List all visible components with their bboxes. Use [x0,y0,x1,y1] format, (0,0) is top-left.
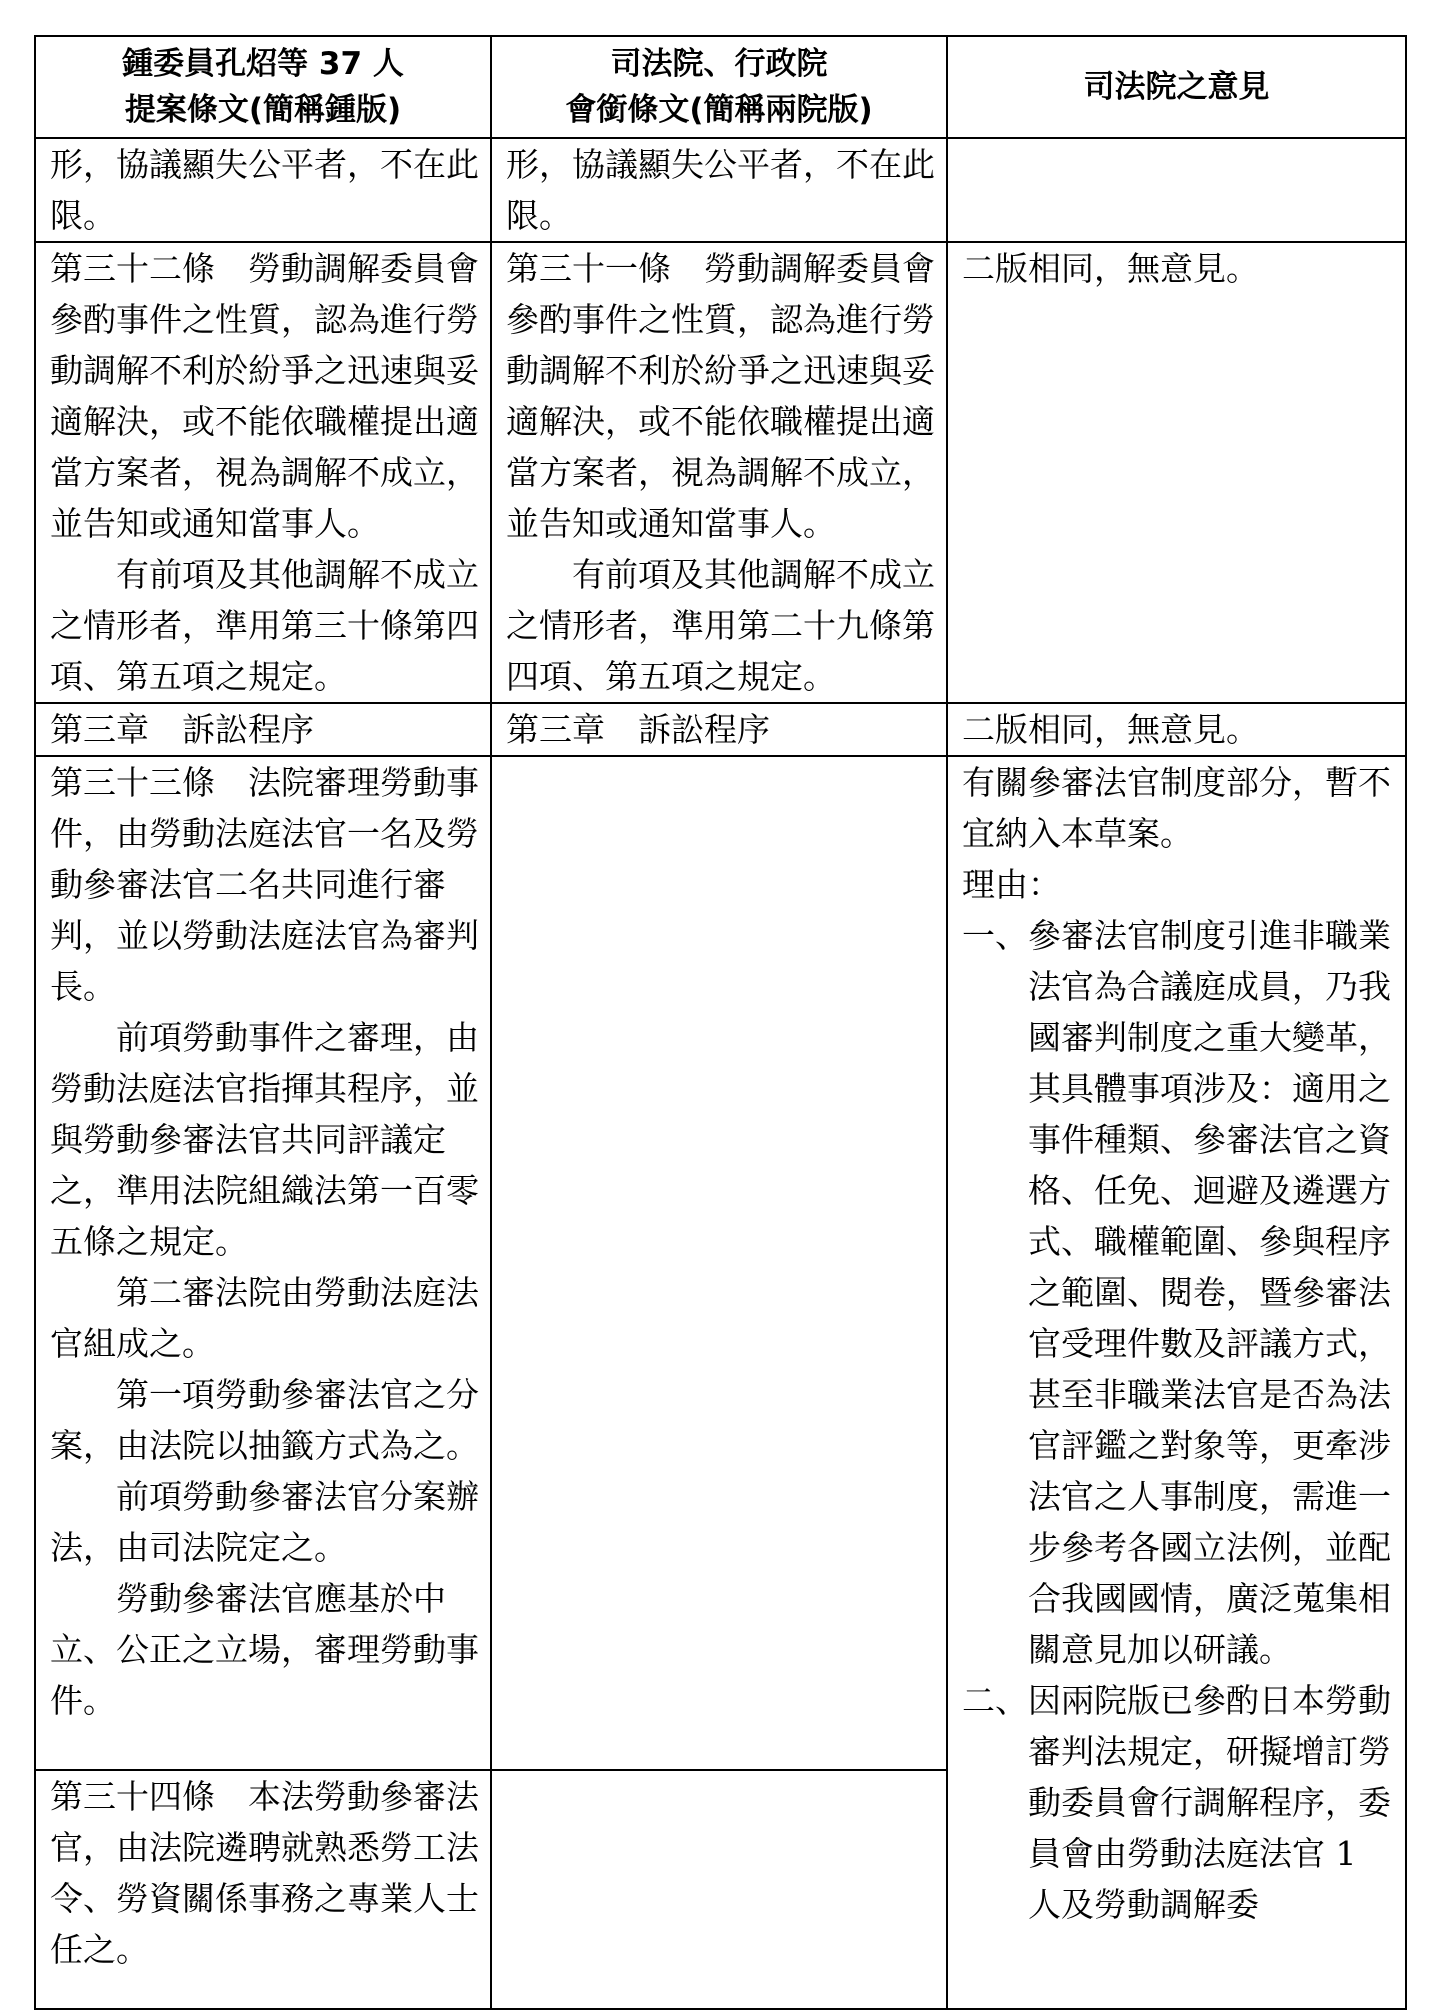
cell-two-courts [491,138,947,242]
table-row [35,703,1406,756]
opinion-text: 二版相同，無意見。 [962,710,1259,749]
cell-zhong [35,138,491,242]
article-paragraph: 第二審法院由勞動法庭法官組成之。 [50,1273,479,1363]
comparison-table [34,35,1407,2010]
cell-opinion [947,703,1406,756]
cell-opinion [947,242,1406,703]
table-row [35,756,1406,1770]
cell-zhong-article-32 [35,242,491,703]
header-two-courts-line2: 會銜條文(簡稱兩院版) [565,92,873,128]
article-paragraph: 有前項及其他調解不成立之情形者，準用第三十條第四項、第五項之規定。 [50,555,479,696]
header-zhong-version [35,36,491,138]
header-opinion-label: 司法院之意見 [1083,69,1270,105]
header-judicial-opinion [947,36,1406,138]
reason-list [962,910,1397,1930]
opinion-reason-label: 理由： [962,865,1061,904]
table-row [35,138,1406,242]
article-paragraph: 第三十三條 法院審理勞動事件，由勞動法庭法官一名及勞動參審法官二名共同進行審判，並以勞動法庭法官為審判長。 [50,763,479,1006]
cell-two-courts-article-31 [491,242,947,703]
cell-zhong-chapter [35,703,491,756]
article-paragraph: 第三十四條 本法勞動參審法官，由法院遴聘就熟悉勞工法令、勞資關係事務之專業人士任之。 [50,1777,479,1969]
table-row [35,242,1406,703]
reason-item [962,910,1397,1675]
cell-text: 形，協議顯失公平者，不在此限。 [506,145,935,235]
reason-item [962,1675,1397,1930]
cell-zhong-article-33 [35,756,491,1770]
opinion-text: 二版相同，無意見。 [962,249,1259,288]
reason-text: 因兩院版已參酌日本勞動審判法規定，研擬增訂勞動委員會行調解程序，委員會由勞動法庭法官 1 人及勞動調解委 [1028,1681,1391,1924]
header-row [35,36,1406,138]
cell-two-courts-empty [491,756,947,1770]
cell-zhong-article-34 [35,1770,491,2009]
opinion-intro: 有關參審法官制度部分，暫不宜納入本草案。 [962,763,1391,853]
chapter-title: 第三章 訴訟程序 [50,710,314,749]
header-zhong-line1: 鍾委員孔炤等 37 人 [122,46,404,82]
header-two-courts-line1: 司法院、行政院 [610,46,828,82]
header-zhong-line2: 提案條文(簡稱鍾版) [124,92,402,128]
cell-text: 形，協議顯失公平者，不在此限。 [50,145,479,235]
cell-two-courts-empty [491,1770,947,2009]
article-paragraph: 第三十一條 勞動調解委員會參酌事件之性質，認為進行勞動調解不利於紛爭之迅速與妥適解決，或不能依職權提出適當方案者，視為調解不成立，並告知或通知當事人。 [506,249,935,543]
article-paragraph: 第一項勞動參審法官之分案，由法院以抽籤方式為之。 [50,1375,479,1465]
article-paragraph: 勞動參審法官應基於中立、公正之立場，審理勞動事件。 [50,1579,479,1720]
reason-marker: 二、 [962,1681,1028,1720]
article-paragraph: 第三十二條 勞動調解委員會參酌事件之性質，認為進行勞動調解不利於紛爭之迅速與妥適解決，或不能依職權提出適當方案者，視為調解不成立，並告知或通知當事人。 [50,249,479,543]
header-two-courts-version [491,36,947,138]
article-paragraph: 前項勞動參審法官分案辦法，由司法院定之。 [50,1477,479,1567]
chapter-title: 第三章 訴訟程序 [506,710,770,749]
cell-two-courts-chapter [491,703,947,756]
cell-opinion-lay-judges [947,756,1406,2009]
article-paragraph: 有前項及其他調解不成立之情形者，準用第二十九條第四項、第五項之規定。 [506,555,935,696]
reason-text: 參審法官制度引進非職業法官為合議庭成員，乃我國審判制度之重大變革，其具體事項涉及：適用之事件種類、參審法官之資格、任免、迴避及遴選方式、職權範圍、參與程序之範圍、閱卷，暨參審法官受理件數及評議方式，甚至非職業法官是否為法官評鑑之對象等，更牽涉法官之人事制度，需進一步參考各國立法例，並配合我國國情，廣泛蒐集相關意見加以研議。 [1028,916,1391,1669]
article-paragraph: 前項勞動事件之審理，由勞動法庭法官指揮其程序，並與勞動參審法官共同評議定之，準用法院組織法第一百零五條之規定。 [50,1018,479,1261]
cell-opinion [947,138,1406,242]
reason-marker: 一、 [962,916,1028,955]
